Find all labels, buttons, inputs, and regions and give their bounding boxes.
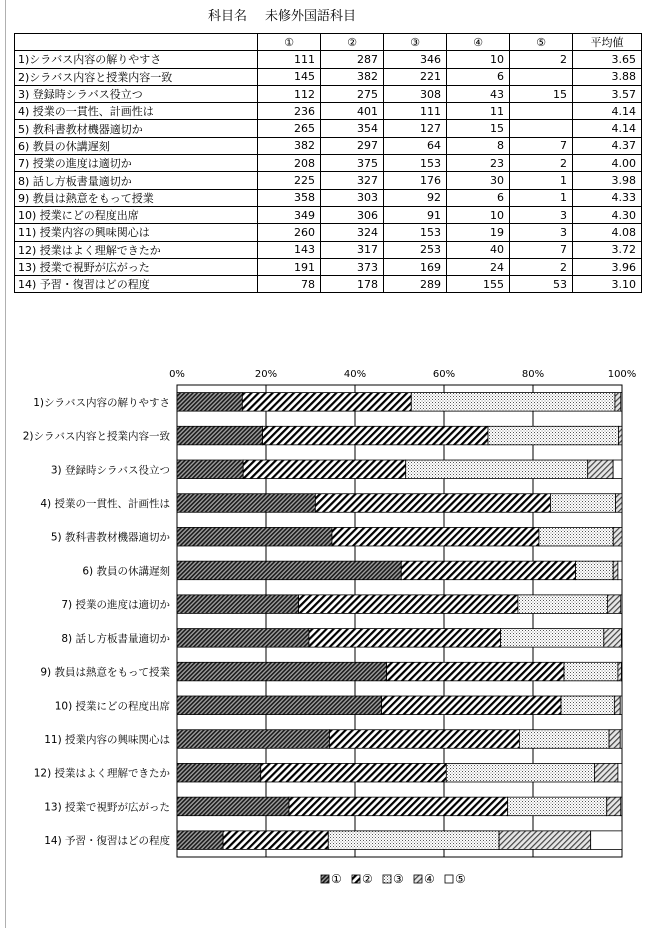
bar-segment-2 bbox=[261, 763, 447, 782]
plot-area bbox=[177, 385, 622, 857]
value-cell: 401 bbox=[321, 103, 384, 120]
bar-segment-1 bbox=[177, 662, 387, 681]
value-cell: 349 bbox=[258, 206, 321, 223]
value-cell: 24 bbox=[447, 258, 510, 275]
category-label: 10) 授業にどの程度出席 bbox=[54, 700, 170, 713]
value-cell: 275 bbox=[321, 85, 384, 102]
bar-segment-3 bbox=[564, 662, 618, 681]
value-cell: 169 bbox=[384, 258, 447, 275]
bar-segment-5 bbox=[621, 393, 622, 412]
bar-segment-1 bbox=[177, 730, 329, 749]
category-label: 13) 授業で視野が広がった bbox=[44, 801, 170, 814]
bar-segment-2 bbox=[263, 426, 488, 445]
bar-segment-4 bbox=[607, 797, 621, 816]
value-cell: 265 bbox=[258, 120, 321, 137]
x-tick-label: 40% bbox=[343, 369, 367, 380]
value-cell: 43 bbox=[447, 85, 510, 102]
value-cell: 191 bbox=[258, 258, 321, 275]
row-label-cell: 2)シラバス内容と授業内容一致 bbox=[15, 68, 258, 85]
bar-segment-1 bbox=[177, 561, 401, 580]
x-tick-label: 60% bbox=[432, 369, 456, 380]
bar-segment-5 bbox=[620, 730, 622, 749]
table-row bbox=[15, 224, 642, 241]
table-row bbox=[15, 103, 642, 120]
row-label-cell: 6) 教員の休講遅刻 bbox=[15, 137, 258, 154]
row-label-cell: 13) 授業で視野が広がった bbox=[15, 258, 258, 275]
bar-segment-1 bbox=[177, 629, 309, 648]
table-row bbox=[15, 172, 642, 189]
value-cell: 382 bbox=[321, 68, 384, 85]
bar-segment-4 bbox=[609, 730, 620, 749]
table-row bbox=[15, 276, 642, 293]
value-cell: 3.65 bbox=[573, 51, 642, 68]
bar-segment-5 bbox=[621, 595, 622, 614]
bar-segment-4 bbox=[618, 426, 622, 445]
value-cell: 178 bbox=[321, 276, 384, 293]
value-cell: 7 bbox=[510, 241, 573, 258]
value-cell: 3.96 bbox=[573, 258, 642, 275]
x-tick-label: 0% bbox=[169, 369, 185, 380]
value-cell: 4.37 bbox=[573, 137, 642, 154]
value-cell: 225 bbox=[258, 172, 321, 189]
column-header: ⑤ bbox=[510, 34, 573, 51]
category-label: 9) 教員は熱意をもって授業 bbox=[40, 666, 170, 679]
value-cell: 2 bbox=[510, 51, 573, 68]
bar-segment-3 bbox=[518, 595, 607, 614]
legend-swatch bbox=[414, 875, 422, 883]
bar-segment-2 bbox=[309, 629, 501, 648]
bar-segment-2 bbox=[401, 561, 575, 580]
value-cell: 375 bbox=[321, 155, 384, 172]
bar-segment-4 bbox=[594, 763, 617, 782]
value-cell: 53 bbox=[510, 276, 573, 293]
value-cell: 3 bbox=[510, 206, 573, 223]
bar-segment-5 bbox=[591, 831, 622, 850]
table-header bbox=[15, 34, 642, 51]
subject-heading bbox=[208, 5, 374, 24]
value-cell: 4.14 bbox=[573, 103, 642, 120]
value-cell: 153 bbox=[384, 155, 447, 172]
category-label: 2)シラバス内容と授業内容一致 bbox=[22, 430, 170, 443]
bar-segment-4 bbox=[618, 662, 622, 681]
category-label: 6) 教員の休講遅刻 bbox=[82, 565, 170, 578]
value-cell: 289 bbox=[384, 276, 447, 293]
subject-value: 未修外国語科目 bbox=[265, 9, 357, 24]
bar-segment-3 bbox=[488, 426, 618, 445]
value-cell: 19 bbox=[447, 224, 510, 241]
table-row bbox=[15, 51, 642, 68]
bar-segment-3 bbox=[519, 730, 609, 749]
value-cell: 324 bbox=[321, 224, 384, 241]
table-row bbox=[15, 206, 642, 223]
results-table bbox=[14, 33, 642, 293]
bar-segment-2 bbox=[223, 831, 328, 850]
value-cell bbox=[510, 120, 573, 137]
bar-segment-3 bbox=[539, 527, 613, 546]
value-cell: 1 bbox=[510, 172, 573, 189]
column-header bbox=[15, 34, 258, 51]
row-label-cell: 11) 授業内容の興味関心は bbox=[15, 224, 258, 241]
legend-swatch bbox=[445, 875, 453, 883]
bar-segment-2 bbox=[382, 696, 561, 715]
row-label-cell: 10) 授業にどの程度出席 bbox=[15, 206, 258, 223]
category-label: 1)シラバス内容の解りやすさ bbox=[33, 396, 170, 409]
bar-segment-2 bbox=[387, 662, 564, 681]
value-cell: 287 bbox=[321, 51, 384, 68]
bar-segment-3 bbox=[576, 561, 614, 580]
value-cell: 11 bbox=[447, 103, 510, 120]
column-header: ② bbox=[321, 34, 384, 51]
value-cell: 346 bbox=[384, 51, 447, 68]
bar-segment-5 bbox=[621, 662, 622, 681]
bar-segment-2 bbox=[332, 527, 539, 546]
bar-segment-5 bbox=[621, 797, 622, 816]
bar-segment-2 bbox=[242, 393, 411, 412]
bar-segment-3 bbox=[406, 460, 588, 479]
bar-segment-4 bbox=[499, 831, 591, 850]
value-cell: 112 bbox=[258, 85, 321, 102]
bar-segment-2 bbox=[315, 494, 550, 513]
table-row bbox=[15, 85, 642, 102]
column-header: ③ bbox=[384, 34, 447, 51]
bar-segment-5 bbox=[620, 696, 622, 715]
column-header: 平均値 bbox=[573, 34, 642, 51]
bar-segment-5 bbox=[621, 629, 622, 648]
bar-segment-3 bbox=[561, 696, 614, 715]
bar-segment-4 bbox=[607, 595, 620, 614]
value-cell: 354 bbox=[321, 120, 384, 137]
subject-label: 科目名 bbox=[208, 9, 248, 24]
value-cell: 91 bbox=[384, 206, 447, 223]
value-cell: 253 bbox=[384, 241, 447, 258]
bar-segment-3 bbox=[328, 831, 499, 850]
table-row bbox=[15, 155, 642, 172]
bar-segment-3 bbox=[501, 629, 604, 648]
category-label: 8) 話し方板書量適切か bbox=[61, 632, 170, 645]
value-cell: 208 bbox=[258, 155, 321, 172]
bar-segment-5 bbox=[613, 460, 622, 479]
value-cell: 111 bbox=[384, 103, 447, 120]
x-tick-label: 80% bbox=[521, 369, 545, 380]
bar-segment-4 bbox=[615, 393, 621, 412]
value-cell: 127 bbox=[384, 120, 447, 137]
value-cell: 308 bbox=[384, 85, 447, 102]
row-label-cell: 14) 予習・復習はどの程度 bbox=[15, 276, 258, 293]
legend-label: ⑤ bbox=[455, 872, 466, 886]
value-cell: 1 bbox=[510, 189, 573, 206]
bar-segment-1 bbox=[177, 494, 315, 513]
legend-label: ① bbox=[331, 872, 342, 886]
value-cell: 3.88 bbox=[573, 68, 642, 85]
column-header: ① bbox=[258, 34, 321, 51]
bar-segment-1 bbox=[177, 527, 332, 546]
category-label: 5) 教科書教材機器適切か bbox=[50, 531, 170, 544]
value-cell: 4.00 bbox=[573, 155, 642, 172]
value-cell: 260 bbox=[258, 224, 321, 241]
bar-segment-2 bbox=[243, 460, 406, 479]
value-cell: 3 bbox=[510, 224, 573, 241]
value-cell: 2 bbox=[510, 258, 573, 275]
category-label: 7) 授業の進度は適切か bbox=[61, 599, 170, 612]
value-cell: 306 bbox=[321, 206, 384, 223]
value-cell: 4.33 bbox=[573, 189, 642, 206]
value-cell: 6 bbox=[447, 189, 510, 206]
value-cell: 153 bbox=[384, 224, 447, 241]
bar-segment-4 bbox=[604, 629, 622, 648]
value-cell: 15 bbox=[447, 120, 510, 137]
x-tick-label: 20% bbox=[254, 369, 278, 380]
bar-segment-5 bbox=[618, 763, 622, 782]
value-cell: 10 bbox=[447, 206, 510, 223]
value-cell: 3.98 bbox=[573, 172, 642, 189]
legend-swatch bbox=[321, 875, 329, 883]
value-cell: 40 bbox=[447, 241, 510, 258]
value-cell: 221 bbox=[384, 68, 447, 85]
row-label-cell: 5) 教科書教材機器適切か bbox=[15, 120, 258, 137]
bar-segment-4 bbox=[613, 527, 622, 546]
value-cell: 4.08 bbox=[573, 224, 642, 241]
category-label: 4) 授業の一貫性、計画性は bbox=[40, 498, 170, 510]
value-cell bbox=[510, 68, 573, 85]
value-cell: 15 bbox=[510, 85, 573, 102]
value-cell: 176 bbox=[384, 172, 447, 189]
value-cell: 4.14 bbox=[573, 120, 642, 137]
column-header: ④ bbox=[447, 34, 510, 51]
value-cell: 358 bbox=[258, 189, 321, 206]
value-cell: 78 bbox=[258, 276, 321, 293]
value-cell: 10 bbox=[447, 51, 510, 68]
bar-segment-1 bbox=[177, 763, 261, 782]
bar-segment-1 bbox=[177, 797, 289, 816]
category-label: 11) 授業内容の興味関心は bbox=[44, 734, 170, 746]
bar-segment-2 bbox=[289, 797, 508, 816]
bar-segment-1 bbox=[177, 460, 243, 479]
value-cell: 382 bbox=[258, 137, 321, 154]
legend-label: ④ bbox=[424, 872, 435, 886]
table-row bbox=[15, 241, 642, 258]
row-label-cell: 7) 授業の進度は適切か bbox=[15, 155, 258, 172]
bar-segment-5 bbox=[618, 561, 622, 580]
x-tick-label: 100% bbox=[607, 369, 637, 380]
value-cell bbox=[510, 103, 573, 120]
bar-segment-1 bbox=[177, 393, 242, 412]
bar-segment-3 bbox=[550, 494, 615, 513]
legend-label: ③ bbox=[393, 872, 404, 886]
value-cell: 145 bbox=[258, 68, 321, 85]
row-label-cell: 4) 授業の一貫性、計画性は bbox=[15, 103, 258, 120]
value-cell: 236 bbox=[258, 103, 321, 120]
table-body bbox=[15, 51, 642, 293]
bar-segment-1 bbox=[177, 595, 299, 614]
bar-segment-4 bbox=[588, 460, 613, 479]
category-label: 3) 登録時シラバス役立つ bbox=[50, 464, 170, 477]
value-cell: 327 bbox=[321, 172, 384, 189]
bar-segment-1 bbox=[177, 831, 223, 850]
bar-segment-3 bbox=[411, 393, 615, 412]
table-row bbox=[15, 137, 642, 154]
row-label-cell: 9) 教員は熱意をもって授業 bbox=[15, 189, 258, 206]
value-cell: 23 bbox=[447, 155, 510, 172]
bar-segment-4 bbox=[613, 561, 618, 580]
value-cell: 2 bbox=[510, 155, 573, 172]
value-cell: 8 bbox=[447, 137, 510, 154]
value-cell: 64 bbox=[384, 137, 447, 154]
bar-segment-1 bbox=[177, 696, 382, 715]
row-label-cell: 8) 話し方板書量適切か bbox=[15, 172, 258, 189]
row-label-cell: 12) 授業はよく理解できたか bbox=[15, 241, 258, 258]
value-cell: 317 bbox=[321, 241, 384, 258]
bar-segment-4 bbox=[614, 696, 620, 715]
legend-swatch bbox=[383, 875, 391, 883]
value-cell: 7 bbox=[510, 137, 573, 154]
value-cell: 155 bbox=[447, 276, 510, 293]
bar-segment-2 bbox=[299, 595, 518, 614]
value-cell: 3.10 bbox=[573, 276, 642, 293]
bar-segment-2 bbox=[329, 730, 519, 749]
table-row bbox=[15, 189, 642, 206]
bar-segment-4 bbox=[616, 494, 622, 513]
bar-segment-3 bbox=[446, 763, 594, 782]
row-label-cell: 3) 登録時シラバス役立つ bbox=[15, 85, 258, 102]
stacked-bar-chart bbox=[0, 360, 652, 900]
value-cell: 30 bbox=[447, 172, 510, 189]
legend-label: ② bbox=[362, 872, 373, 886]
table-row bbox=[15, 120, 642, 137]
legend-swatch bbox=[352, 875, 360, 883]
header-row bbox=[15, 34, 642, 51]
value-cell: 6 bbox=[447, 68, 510, 85]
table-row bbox=[15, 68, 642, 85]
category-label: 14) 予習・復習はどの程度 bbox=[44, 835, 170, 848]
category-label: 12) 授業はよく理解できたか bbox=[33, 767, 170, 780]
table-row bbox=[15, 258, 642, 275]
value-cell: 373 bbox=[321, 258, 384, 275]
value-cell: 303 bbox=[321, 189, 384, 206]
bar-segment-3 bbox=[508, 797, 607, 816]
value-cell: 111 bbox=[258, 51, 321, 68]
row-label-cell: 1)シラバス内容の解りやすさ bbox=[15, 51, 258, 68]
value-cell: 297 bbox=[321, 137, 384, 154]
value-cell: 3.72 bbox=[573, 241, 642, 258]
bar-segment-1 bbox=[177, 426, 263, 445]
value-cell: 4.30 bbox=[573, 206, 642, 223]
value-cell: 3.57 bbox=[573, 85, 642, 102]
value-cell: 92 bbox=[384, 189, 447, 206]
value-cell: 143 bbox=[258, 241, 321, 258]
